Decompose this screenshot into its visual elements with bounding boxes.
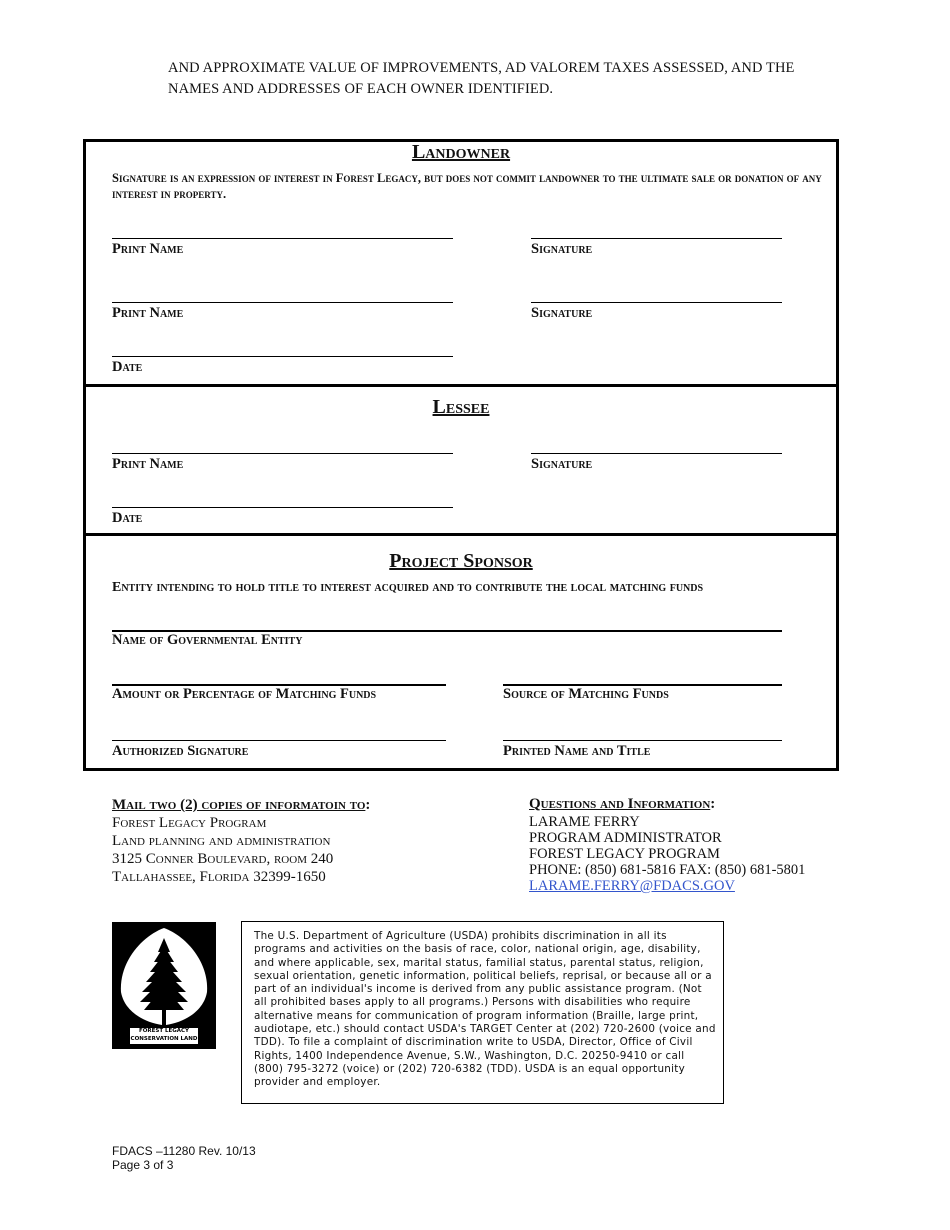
print-name-label: Print Name — [112, 305, 184, 321]
page-number: Page 3 of 3 — [112, 1158, 174, 1172]
logo-text-2: CONSERVATION LAND — [130, 1036, 198, 1042]
questions-header: Questions and Information: — [529, 796, 716, 812]
landowner-title: Landowner — [411, 141, 511, 163]
authorized-signature-line[interactable] — [112, 740, 446, 741]
signature-label: Signature — [531, 305, 593, 321]
signature-line[interactable] — [531, 453, 782, 454]
print-name-label: Print Name — [112, 456, 184, 472]
matching-source-label: Source of Matching Funds — [503, 686, 669, 702]
mail-to-block — [112, 796, 472, 886]
date-label: Date — [112, 510, 143, 526]
print-name-label: Print Name — [112, 241, 184, 257]
project-sponsor-title: Project Sponsor — [389, 550, 533, 572]
questions-block — [529, 796, 859, 894]
signature-label: Signature — [531, 456, 593, 472]
section-divider — [83, 533, 839, 536]
mail-line: 3125 Conner Boulevard, room 240 — [112, 851, 334, 867]
mail-line: Forest Legacy Program — [112, 815, 267, 831]
authorized-signature-label: Authorized Signature — [112, 743, 249, 759]
contact-name: LARAME FERRY — [529, 814, 640, 830]
forest-legacy-logo — [112, 922, 216, 1049]
contact-email-link[interactable]: LARAME.FERRY@FDACS.GOV — [529, 878, 735, 894]
signature-label: Signature — [531, 241, 593, 257]
governmental-entity-label: Name of Governmental Entity — [112, 632, 303, 648]
mail-header-text: Mail two (2) copies of informatoin to — [112, 797, 366, 813]
print-name-line[interactable] — [112, 238, 453, 239]
intro-line-1: AND APPROXIMATE VALUE OF IMPROVEMENTS, AD VALOREM TAXES ASSESSED, AND THE — [168, 60, 795, 76]
matching-amount-label: Amount or Percentage of Matching Funds — [112, 686, 377, 702]
signature-form-frame — [83, 139, 839, 771]
date-label: Date — [112, 359, 143, 375]
date-line[interactable] — [112, 507, 453, 508]
print-name-line[interactable] — [112, 302, 453, 303]
mail-header: Mail two (2) copies of informatoin to: — [112, 797, 371, 813]
questions-header-text: Questions and Information — [529, 796, 711, 812]
usda-nondiscrimination-notice: The U.S. Department of Agriculture (USDA) prohibits discrimination in all its programs and activities on the basis of race, color, national origin, age, disability, and where applicable, sex, marital status, familial status, parental status, religion, sexual orientation, genetic information, political beliefs, reprisal, or because all or a part of an individual's income is derived from any public assistance program. (Not all prohibited bases apply to all programs.) Persons with disabilities who require alternative means for communication of program information (Braille, large print, audiotape, etc.) should contact USDA's TARGET Center at (202) 720-2600 (voice and TDD). To file a complaint of discrimination write to USDA, Director, Office of Civil Rights, 1400 Independence Avenue, S.W., Washington, D.C. 20250-9410 or call (800) 795-3272 (voice) or (202) 720-6382 (TDD). USDA is an equal opportunity provider and employer. — [241, 921, 724, 1104]
mail-line: Tallahassee, Florida 32399-1650 — [112, 869, 326, 885]
intro-line-2: NAMES AND ADDRESSES OF EACH OWNER IDENTIFIED. — [168, 81, 554, 97]
signature-line[interactable] — [531, 238, 782, 239]
logo-text-1: FOREST LEGACY — [138, 1028, 190, 1034]
mail-line: Land planning and administration — [112, 833, 331, 849]
print-name-line[interactable] — [112, 453, 453, 454]
printed-name-title-label: Printed Name and Title — [503, 743, 651, 759]
signature-line[interactable] — [531, 302, 782, 303]
contact-title: PROGRAM ADMINISTRATOR — [529, 830, 722, 846]
date-line[interactable] — [112, 356, 453, 357]
contact-phone-fax: PHONE: (850) 681-5816 FAX: (850) 681-5801 — [529, 862, 806, 878]
landowner-note: Signature is an expression of interest in Forest Legacy, but does not commit landowner to the ultimate sale or donation of any interest in property. — [112, 171, 822, 201]
lessee-title: Lessee — [432, 396, 490, 418]
section-divider — [83, 384, 839, 387]
entity-note: Entity intending to hold title to interest acquired and to contribute the local matching funds — [112, 580, 704, 595]
printed-name-title-line[interactable] — [503, 740, 782, 741]
form-footer — [112, 1144, 256, 1172]
contact-program: FOREST LEGACY PROGRAM — [529, 846, 720, 862]
form-number: FDACS –11280 Rev. 10/13 — [112, 1144, 256, 1158]
intro-text — [168, 58, 868, 100]
